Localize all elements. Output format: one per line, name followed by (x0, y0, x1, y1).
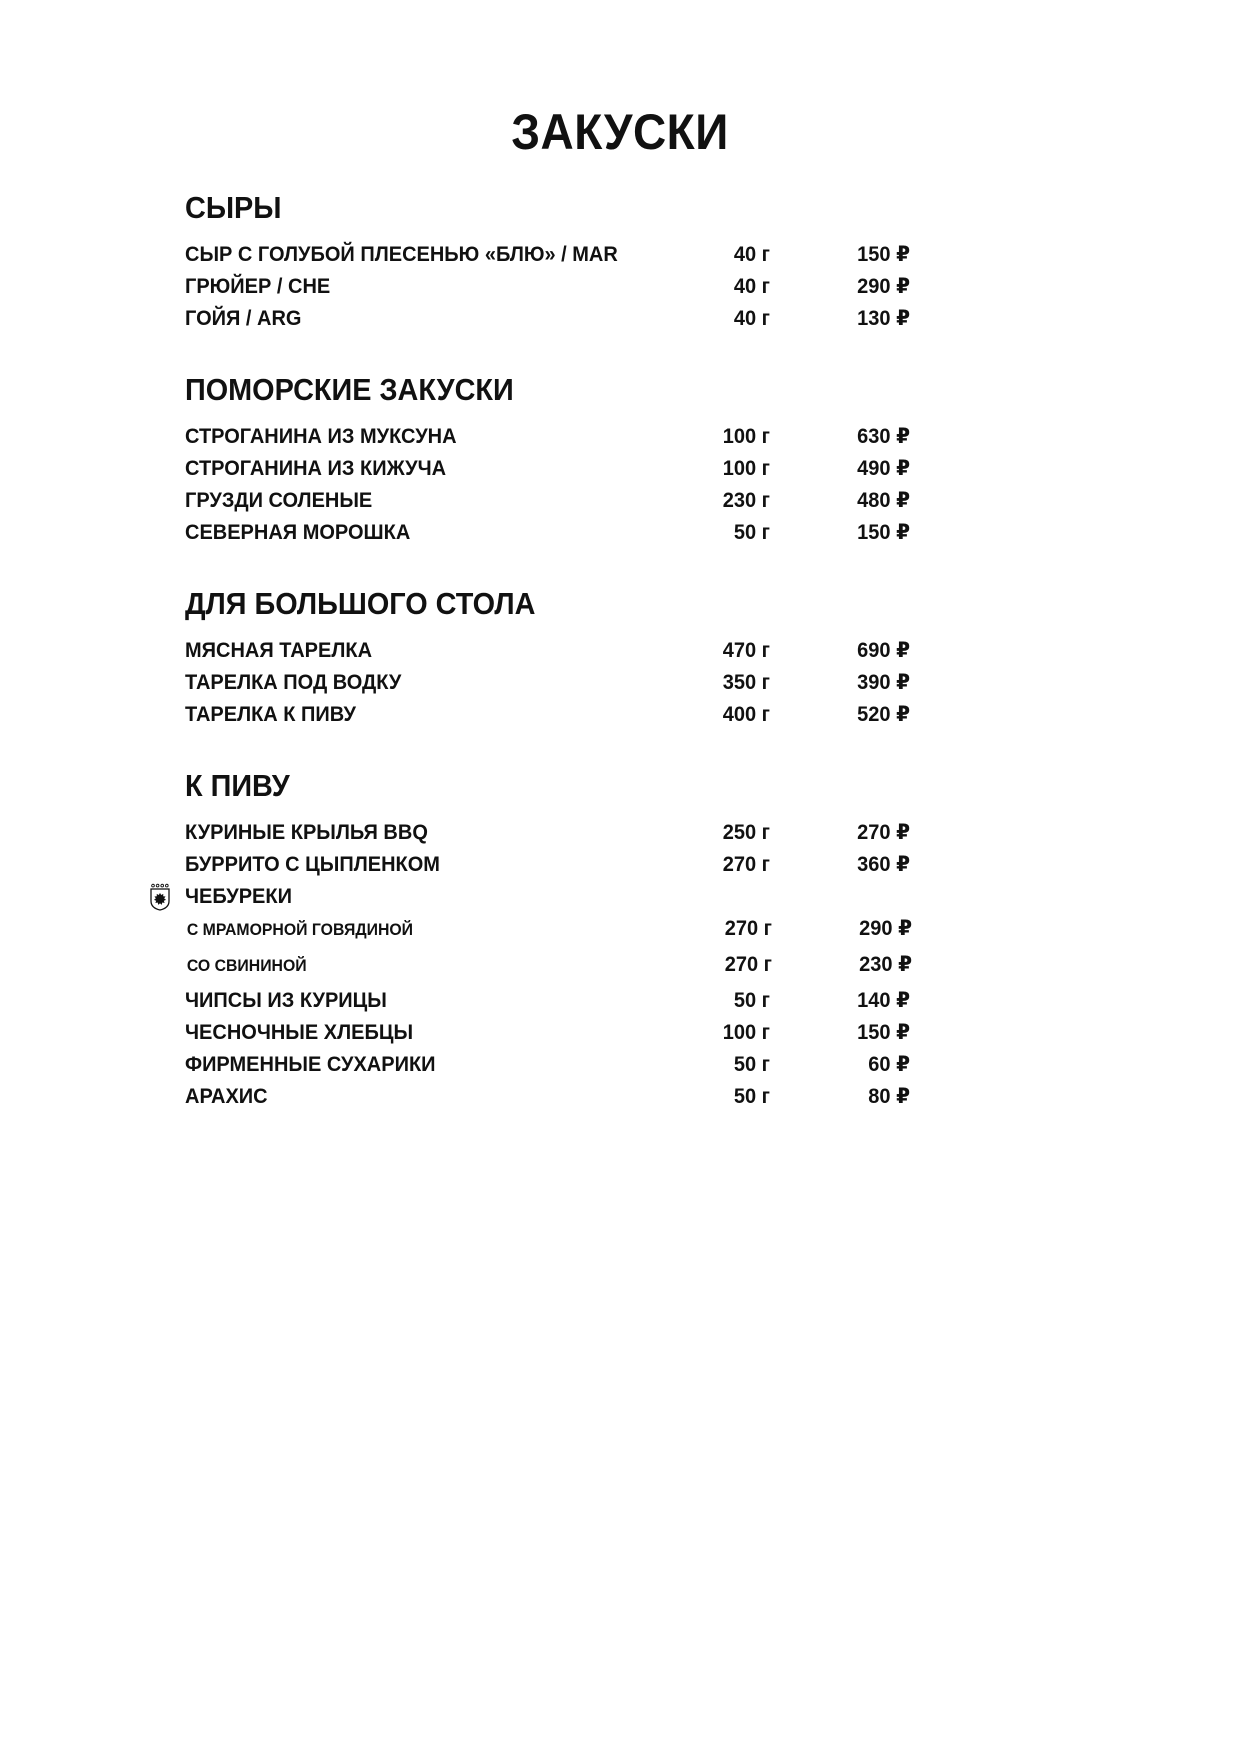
menu-item-row (185, 988, 910, 1020)
menu-item-row (185, 1084, 910, 1116)
menu-section (185, 372, 910, 552)
menu-item-price: 150 ₽ (857, 242, 910, 266)
menu-item-row (185, 488, 910, 520)
menu-item-price: 480 ₽ (857, 488, 910, 512)
menu-item-name: КУРИНЫЕ КРЫЛЬЯ BBQ (185, 820, 428, 844)
menu-section (185, 190, 910, 338)
menu-item-price: 150 ₽ (857, 520, 910, 544)
menu-item-weight: 40 г (733, 274, 770, 298)
menu-item-price: 290 ₽ (857, 274, 910, 298)
menu-section (185, 768, 910, 1116)
menu-item-price: 230 ₽ (859, 952, 912, 976)
menu-item-weight: 100 г (722, 424, 770, 448)
menu-item-price: 630 ₽ (857, 424, 910, 448)
menu-item-weight: 230 г (722, 488, 770, 512)
menu-item-weight: 250 г (722, 820, 770, 844)
menu-sub-item-row (185, 916, 910, 952)
menu-item-list (185, 638, 910, 734)
menu-item-weight: 270 г (724, 916, 772, 940)
menu-item-price: 690 ₽ (857, 638, 910, 662)
menu-sections (185, 190, 910, 1116)
section-title: СЫРЫ (185, 190, 282, 225)
menu-item-weight: 100 г (722, 1020, 770, 1044)
menu-item-price: 270 ₽ (857, 820, 910, 844)
menu-item-price: 290 ₽ (859, 916, 912, 940)
menu-sub-item-row (185, 952, 910, 988)
menu-item-name: СО СВИНИНОЙ (186, 956, 307, 975)
menu-item-row (185, 1052, 910, 1084)
menu-item-price: 520 ₽ (857, 702, 910, 726)
section-title: ПОМОРСКИЕ ЗАКУСКИ (185, 372, 514, 407)
menu-item-row (185, 852, 910, 884)
menu-item-weight: 270 г (724, 952, 772, 976)
menu-item-price: 130 ₽ (857, 306, 910, 330)
menu-item-row (185, 702, 910, 734)
menu-item-row (185, 242, 910, 274)
menu-item-weight: 470 г (722, 638, 770, 662)
menu-item-name: СЫР С ГОЛУБОЙ ПЛЕСЕНЬЮ «БЛЮ» / MAR (185, 242, 618, 266)
section-title: К ПИВУ (185, 768, 290, 803)
page-title: ЗАКУСКИ (511, 104, 729, 160)
section-title: ДЛЯ БОЛЬШОГО СТОЛА (185, 586, 536, 621)
menu-item-row (185, 820, 910, 852)
menu-item-name: ТАРЕЛКА К ПИВУ (185, 702, 356, 726)
menu-item-price: 390 ₽ (857, 670, 910, 694)
menu-item-price: 140 ₽ (857, 988, 910, 1012)
menu-item-weight: 400 г (722, 702, 770, 726)
menu-item-weight: 50 г (733, 520, 770, 544)
menu-item-price: 80 ₽ (868, 1084, 910, 1108)
menu-item-weight: 100 г (722, 456, 770, 480)
menu-item-row (185, 424, 910, 456)
menu-item-weight: 270 г (722, 852, 770, 876)
new-badge-icon (148, 883, 172, 911)
menu-item-name: СТРОГАНИНА ИЗ КИЖУЧА (185, 456, 447, 480)
menu-item-name: МЯСНАЯ ТАРЕЛКА (185, 638, 373, 662)
menu-item-name: С МРАМОРНОЙ ГОВЯДИНОЙ (186, 920, 414, 939)
menu-item-weight: 50 г (733, 988, 770, 1012)
menu-item-name: БУРРИТО С ЦЫПЛЕНКОМ (185, 852, 440, 876)
menu-item-price: 360 ₽ (857, 852, 910, 876)
menu-item-name: ЧЕБУРЕКИ (185, 884, 292, 908)
menu-item-price: 490 ₽ (857, 456, 910, 480)
menu-item-row (185, 520, 910, 552)
menu-item-name: ЧЕСНОЧНЫЕ ХЛЕБЦЫ (185, 1020, 414, 1044)
menu-item-weight: 50 г (733, 1052, 770, 1076)
menu-item-name: ТАРЕЛКА ПОД ВОДКУ (185, 670, 402, 694)
menu-item-name: ЧИПСЫ ИЗ КУРИЦЫ (185, 988, 387, 1012)
menu-item-name: ГРУЗДИ СОЛЕНЫЕ (185, 488, 373, 512)
menu-item-weight: 350 г (722, 670, 770, 694)
menu-item-row (185, 306, 910, 338)
menu-item-list (185, 242, 910, 338)
menu-item-row (185, 456, 910, 488)
menu-item-row (185, 1020, 910, 1052)
menu-item-list (185, 820, 910, 1116)
menu-item-weight: 50 г (733, 1084, 770, 1108)
menu-item-name: ГРЮЙЕР / CHE (185, 274, 331, 298)
menu-item-row (185, 638, 910, 670)
menu-item-price: 150 ₽ (857, 1020, 910, 1044)
menu-item-name: ФИРМЕННЫЕ СУХАРИКИ (185, 1052, 436, 1076)
menu-item-name: СЕВЕРНАЯ МОРОШКА (185, 520, 411, 544)
menu-item-weight: 40 г (733, 306, 770, 330)
menu-item-name: СТРОГАНИНА ИЗ МУКСУНА (185, 424, 457, 448)
menu-item-list (185, 424, 910, 552)
menu-section (185, 586, 910, 734)
menu-item-price: 60 ₽ (868, 1052, 910, 1076)
menu-item-row (185, 274, 910, 306)
menu-item-name: ГОЙЯ / ARG (185, 306, 302, 330)
menu-item-row (185, 670, 910, 702)
menu-item-row (185, 884, 910, 916)
menu-item-name: АРАХИС (185, 1084, 268, 1108)
menu-item-weight: 40 г (733, 242, 770, 266)
